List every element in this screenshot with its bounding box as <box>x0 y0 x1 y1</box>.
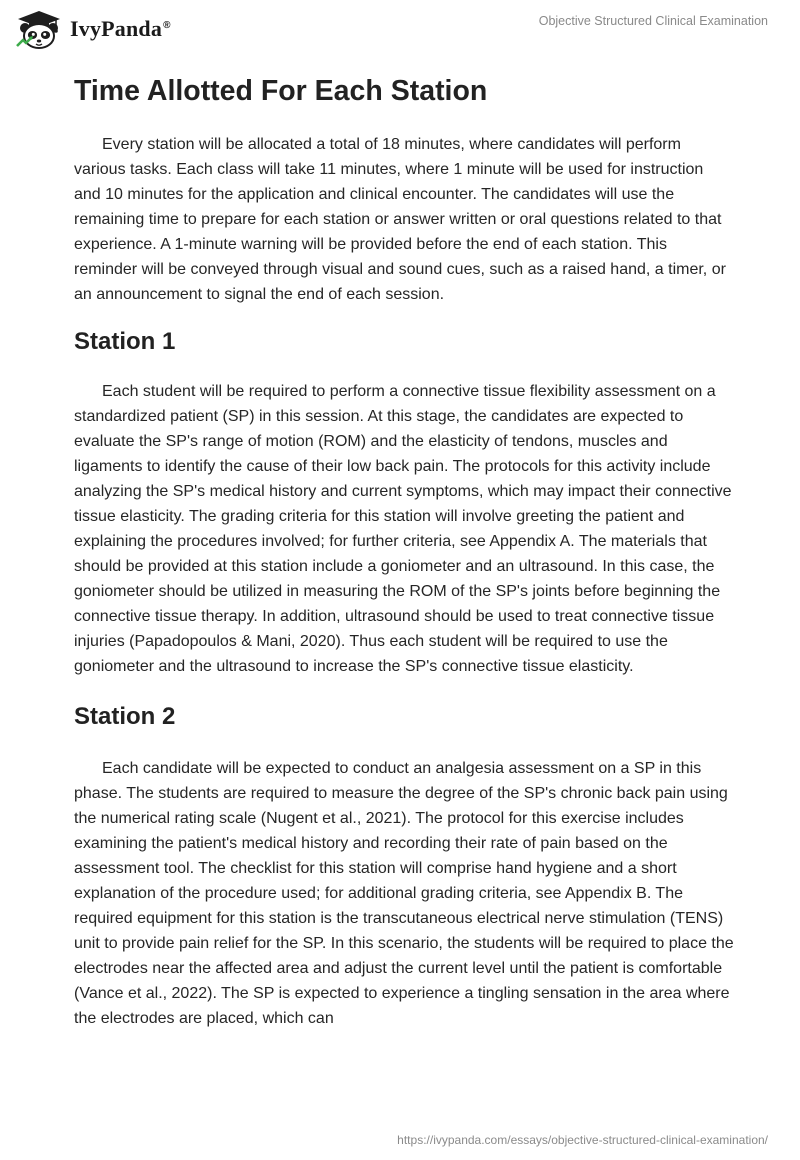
panda-mascot-icon <box>14 9 64 51</box>
registered-mark: ® <box>163 19 171 31</box>
page-header <box>0 0 800 60</box>
section-heading-station-2: Station 2 <box>74 703 176 730</box>
brand-name: IvyPanda® <box>70 16 171 41</box>
article-body <box>74 72 734 1031</box>
document-title: Objective Structured Clinical Examination <box>538 14 768 28</box>
section-paragraph-station-2: Each candidate will be expected to conduct an analgesia assessment on a SP in this phase. The students are required to measure the degree of the SP's chronic back pain using the numerical rating scale (Nugent et al., 2021). The protocol for this exercise includes examining the patient's medical history and recording their rate of pain based on the assessment tool. The checklist for this station will comprise hand hygiene and a short explanation of the procedure used; for additional grading criteria, see Appendix B. The required equipment for this station is the transcutaneous electrical nerve stimulation (TENS) unit to provide pain relief for the SP. In this scenario, the students will be required to place the electrodes near the affected area and adjust the current level until the patient is comfortable (Vance et al., 2022). The SP is expected to experience a tingling sensation in the area where the electrodes are placed, which can <box>74 760 734 1027</box>
brand-logo[interactable] <box>14 9 171 51</box>
source-url[interactable]: https://ivypanda.com/essays/objective-structured-clinical-examination/ <box>397 1133 768 1147</box>
page-title: Time Allotted For Each Station <box>74 75 488 107</box>
section-heading-station-1: Station 1 <box>74 328 176 355</box>
section-paragraph-station-1: Each student will be required to perform a connective tissue flexibility assessment on a standardized patient (SP) in this session. At this stage, the candidates are expected to evaluate the SP's range of motion (ROM) and the elasticity of tendons, muscles and ligaments to identify the cause of their low back pain. The protocols for this activity include analyzing the SP's medical history and current symptoms, which may impact their connective tissue elasticity. The grading criteria for this station will involve greeting the patient and explaining the procedures involved; for further criteria, see Appendix A. The materials that should be provided at this station include a goniometer and an ultrasound. In this case, the goniometer should be utilized in measuring the ROM of the SP's joints before beginning the connective tissue therapy. In addition, ultrasound should be used to treat connective tissue injuries (Papadopoulos & Mani, 2020). Thus each student will be required to use the goniometer and the ultrasound to increase the SP's connective tissue elasticity. <box>74 383 732 675</box>
intro-paragraph: Every station will be allocated a total of 18 minutes, where candidates will perform various tasks. Each class will take 11 minutes, where 1 minute will be used for instruction and 10 minutes for the application and clinical encounter. The candidates will use the remaining time to prepare for each station or answer written or oral questions related to that experience. A 1-minute warning will be provided before the end of each station. This reminder will be conveyed through visual and sound cues, such as a raised hand, a timer, or an announcement to signal the end of each session. <box>74 136 726 303</box>
